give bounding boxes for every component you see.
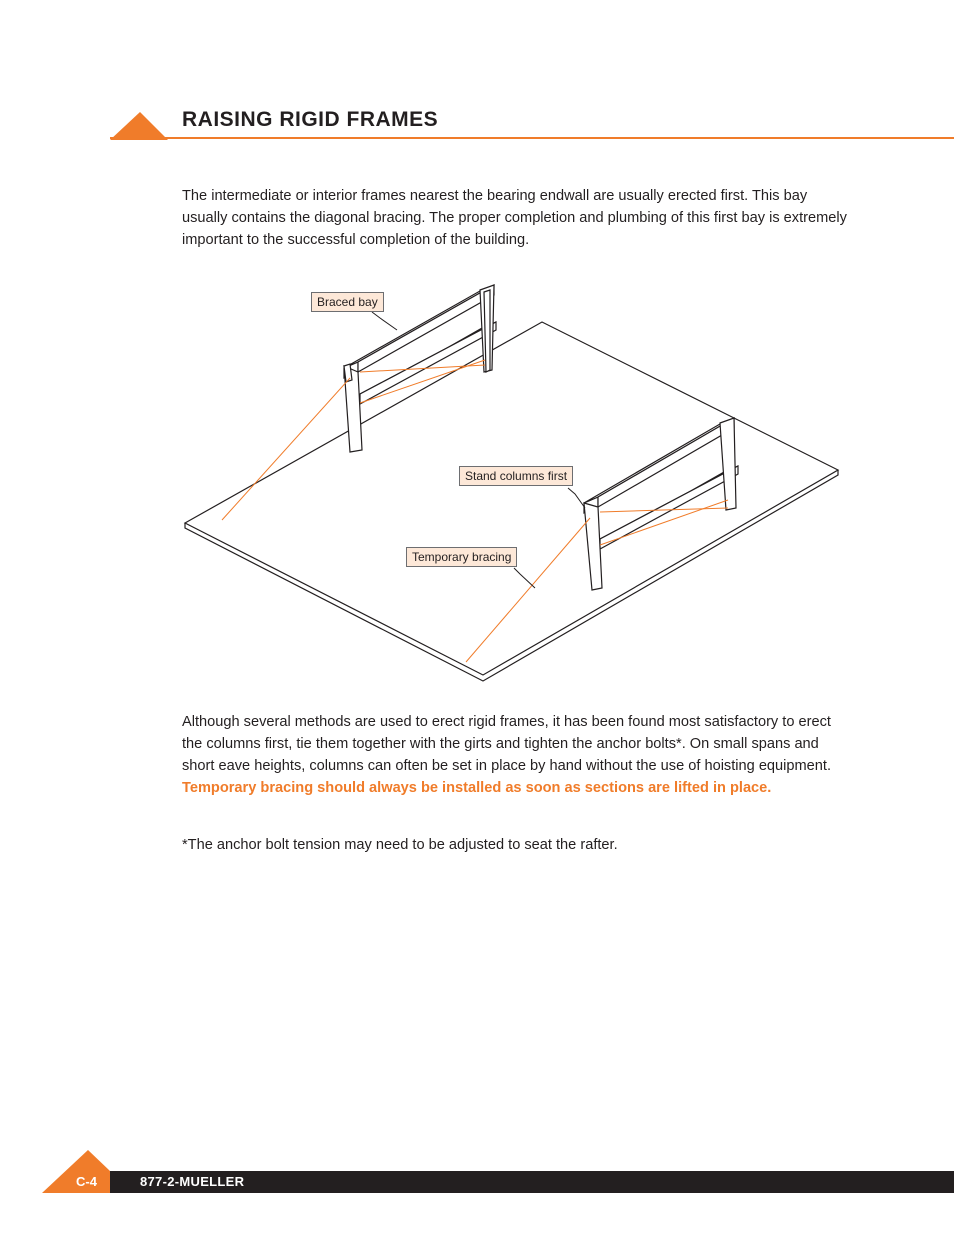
header-rule [110, 137, 954, 139]
footer-phone: 877-2-MUELLER [140, 1174, 245, 1189]
callout-temporary-bracing: Temporary bracing [406, 547, 517, 567]
bracing-warning: Temporary bracing should always be installed as soon as sections are lifted in place. [182, 780, 772, 796]
intro-paragraph: The intermediate or interior frames nearest the bearing endwall are usually erected first. This bay usually contains the diagonal bracing. The proper completion and plumbing of this first bay is extremely important to the successful completion of the building. [182, 188, 847, 248]
callout-stand-columns: Stand columns first [459, 466, 573, 486]
anchor-bolt-footnote: *The anchor bolt tension may need to be adjusted to seat the rafter. [182, 837, 618, 853]
page-number: C-4 [76, 1174, 97, 1189]
page-title: RAISING RIGID FRAMES [182, 108, 439, 131]
header-triangle-accent [110, 110, 170, 140]
callout-braced-bay: Braced bay [311, 292, 384, 312]
erection-paragraph [182, 711, 854, 799]
foundation-slab [185, 322, 838, 675]
erection-text: Although several methods are used to erect rigid frames, it has been found most satisfactory to erect the columns first, tie them together with the girts and tighten the anchor bolts*. On small spans and short eave heights, columns can often be set in place by hand without the use of hoisting equipment. [182, 714, 832, 774]
